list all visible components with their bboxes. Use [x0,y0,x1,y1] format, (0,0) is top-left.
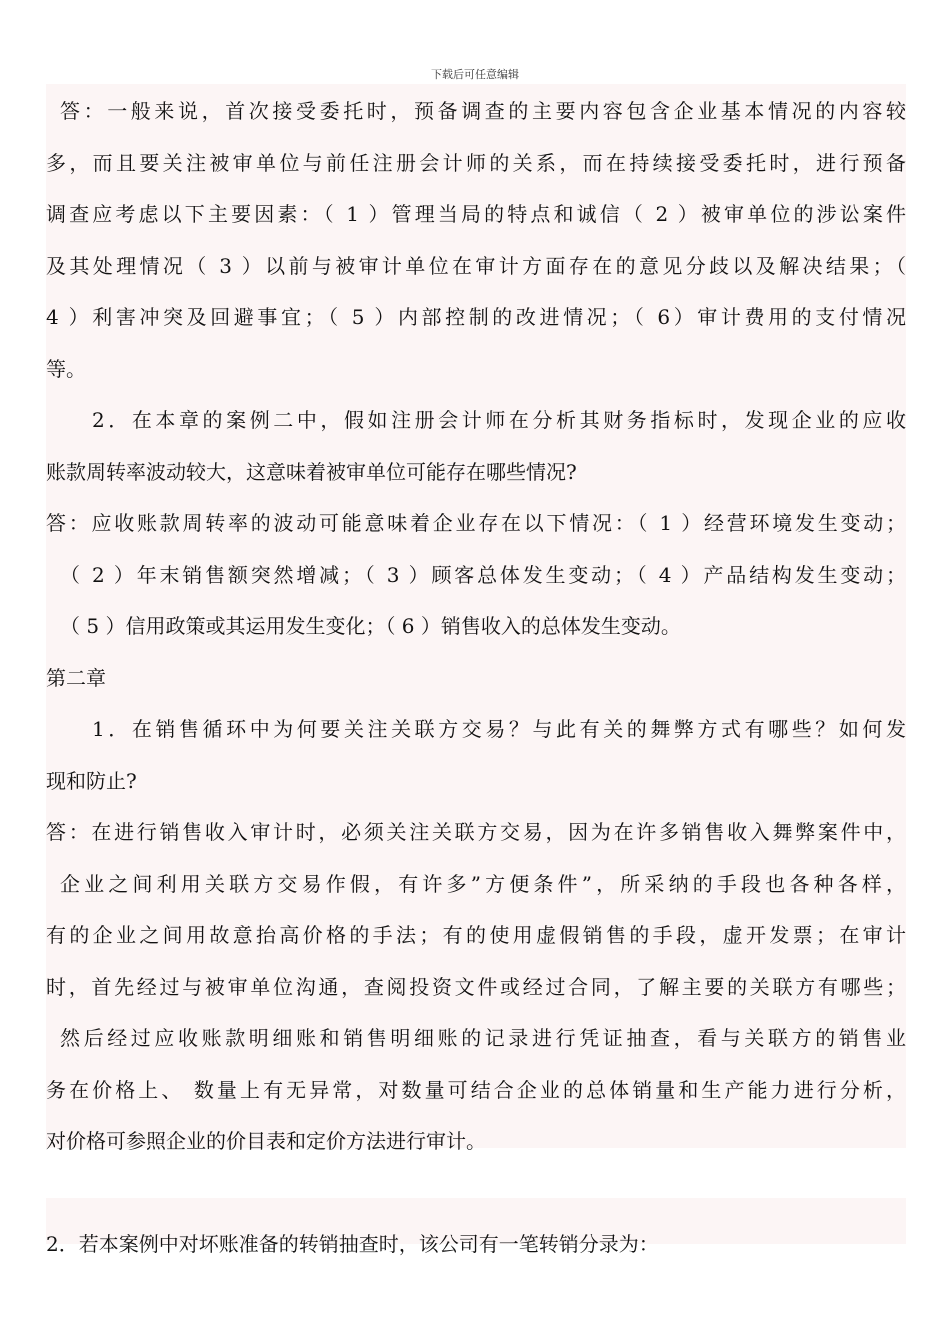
paragraph-line: 及其处理情况（ 3 ）以前与被审计单位在审计方面存在的意见分歧以及解决结果；（ [46,253,906,278]
paragraph-line: 答：在进行销售收入审计时，必须关注关联方交易，因为在许多销售收入舞弊案件中， [46,820,906,844]
paragraph-line: （ 2 ）年末销售额突然增减；（ 3 ）顾客总体发生变动；（ 4 ）产品结构发生变动； [60,562,906,587]
paragraph-line: 等。 [46,356,86,381]
paragraph-line: （ 5 ）信用政策或其运用发生变化；（ 6 ）销售收入的总体发生变动。 [60,614,681,638]
chapter-heading: 第二章 [46,665,106,690]
question-line: 账款周转率波动较大，这意味着被审单位可能存在哪些情况? [46,459,577,484]
paragraph-line: 多，而且要关注被审单位与前任注册会计师的关系，而在持续接受委托时，进行预备 [46,150,906,175]
paragraph-line: 企业之间利用关联方交易作假，有许多”方便条件”，所采纳的手段也各种各样， [60,871,906,896]
paragraph-line: 4 ）利害冲突及回避事宜；（ 5 ）内部控制的改进情况；（ 6）审计费用的支付情况 [46,305,906,329]
paragraph-line: 调查应考虑以下主要因素：（ 1 ）管理当局的特点和诚信（ 2 ）被审单位的涉讼案件 [46,202,906,226]
question-line: 1．在销售循环中为何要关注关联方交易？与此有关的舞弊方式有哪些？如何发 [92,717,906,741]
paragraph-line: 对价格可参照企业的价目表和定价方法进行审计。 [46,1129,486,1153]
document-body [46,86,906,1271]
paragraph-gap [46,1168,906,1220]
question-line: 2．若本案例中对坏账准备的转销抽查时，该公司有一笔转销分录为： [46,1232,659,1256]
paragraph-line: 有的企业之间用故意抬高价格的手法；有的使用虚假销售的手段，虚开发票；在审计 [46,923,906,947]
question-line: 2．在本章的案例二中，假如注册会计师在分析其财务指标时，发现企业的应收 [92,408,906,432]
paragraph-line: 然后经过应收账款明细账和销售明细账的记录进行凭证抽查，看与关联方的销售业 [60,1026,906,1050]
paragraph-line: 答：应收账款周转率的波动可能意味着企业存在以下情况：（ 1 ）经营环境发生变动； [46,511,906,535]
page-header-note: 下载后可任意编辑 [431,68,519,81]
paragraph-line: 务在价格上、 数量上有无异常，对数量可结合企业的总体销量和生产能力进行分析， [46,1077,906,1102]
paragraph-line: 答：一般来说，首次接受委托时，预备调查的主要内容包含企业基本情况的内容较 [60,99,906,123]
paragraph-line: 时，首先经过与被审单位沟通，查阅投资文件或经过合同，了解主要的关联方有哪些； [46,974,906,999]
question-line: 现和防止? [46,768,137,793]
